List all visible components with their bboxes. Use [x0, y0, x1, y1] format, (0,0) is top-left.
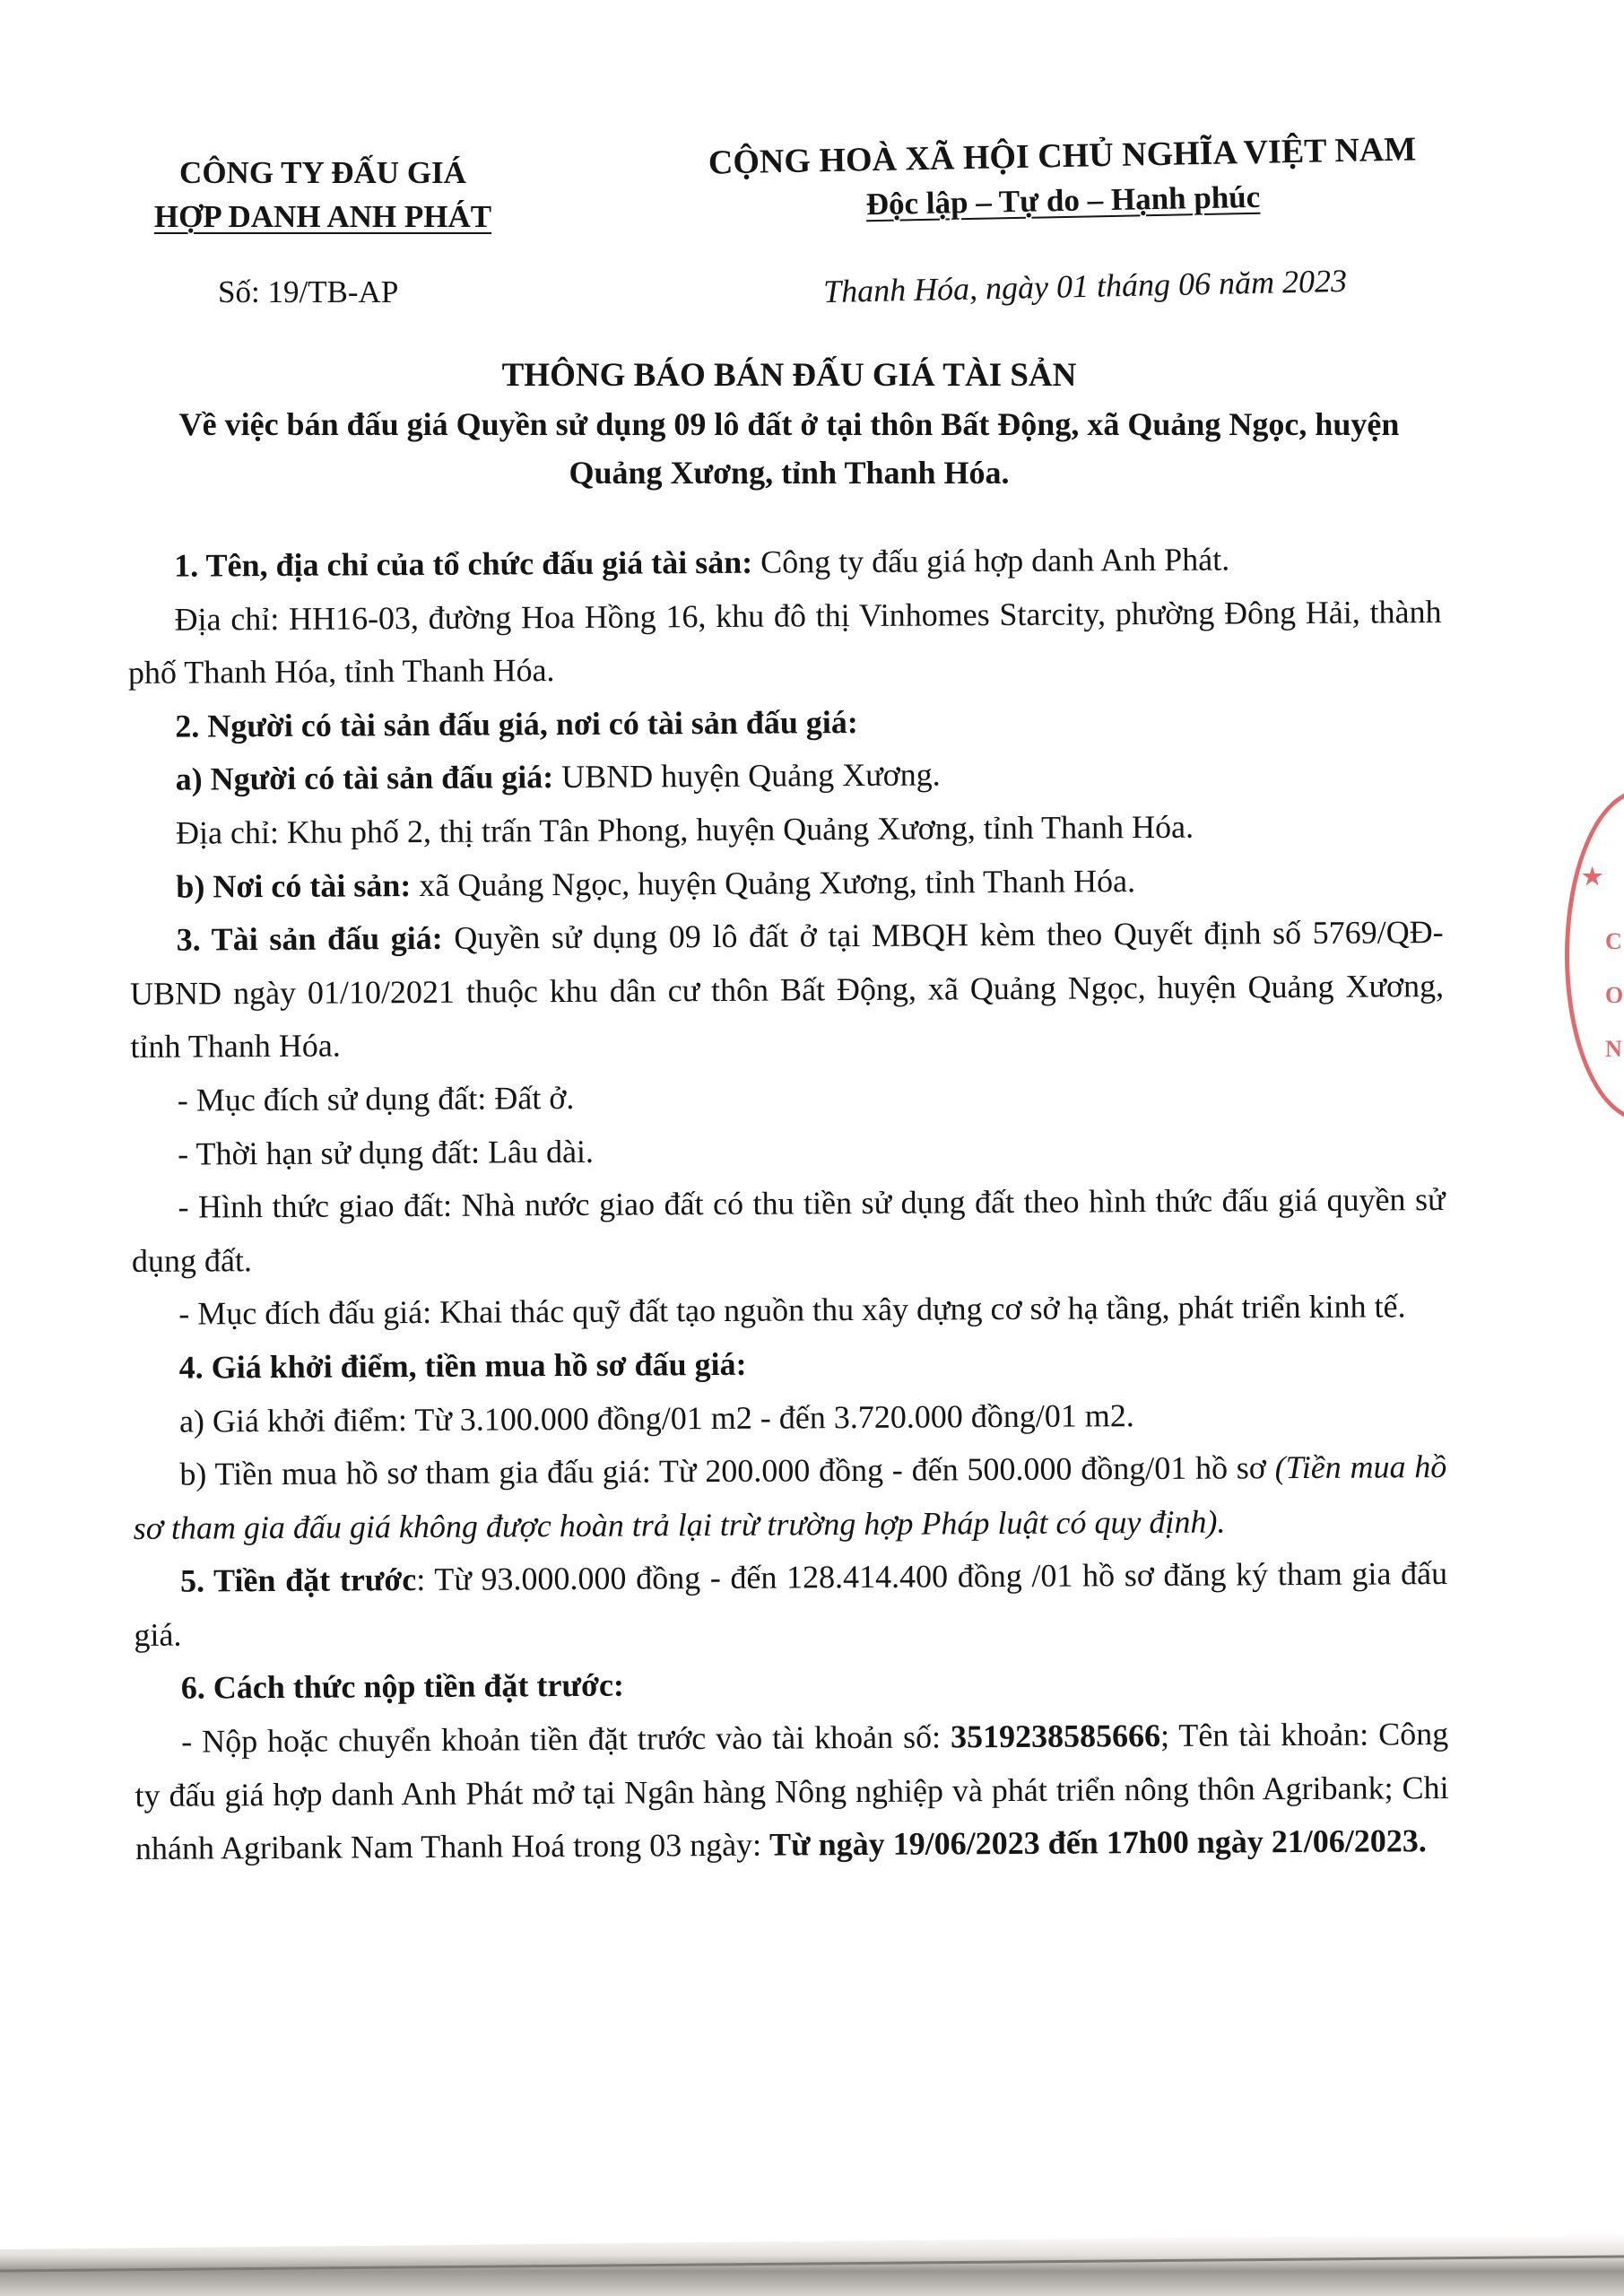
section-1-text: Công ty đấu giá hợp danh Anh Phát.: [752, 541, 1230, 580]
section-6-heading: 6. Cách thức nộp tiền đặt trước:: [180, 1667, 625, 1707]
section-2a: [128, 745, 1442, 807]
section-5-heading: 5. Tiền đặt trước: [179, 1561, 417, 1599]
section-3-text: Quyền sử dụng 09 lô đất ở tại MBQH kèm theo Quyết định số 5769/QĐ-UBND ngày 01/10/2021 thuộc khu dân cư thôn Bất Động, xã Quảng Ngọc, huyện Quảng Xương, tỉnh Thanh Hóa.: [129, 914, 1445, 1065]
section-2b-heading: b) Nơi có tài sản:: [176, 866, 412, 905]
title-subject: Về việc bán đấu giá Quyền sử dụng 09 lô đất ở tại thôn Bất Động, xã Quảng Ngọc, huyện Quảng Xương, tỉnh Thanh Hóa.: [178, 406, 1400, 491]
scan-edge-shadow: [0, 2224, 1624, 2296]
section-4b-text: b) Tiền mua hồ sơ tham gia đấu giá: Từ 200.000 đồng - đến 500.000 đồng/01 hồ sơ: [179, 1449, 1275, 1492]
section-2a-address: Địa chỉ: Khu phố 2, thị trấn Tân Phong, huyện Quảng Xương, tỉnh Thanh Hóa.: [175, 808, 1194, 851]
section-3-heading: 3. Tài sản đấu giá:: [176, 920, 443, 958]
national-header: [645, 126, 1481, 230]
national-title: CỘNG HOÀ XÃ HỘI CHỦ NGHĨA VIỆT NAM: [708, 130, 1417, 182]
section-6-text: [135, 1708, 1449, 1876]
document-title: [135, 352, 1444, 497]
section-4b: [133, 1440, 1447, 1555]
section-5-text: : Từ 93.000.000 đồng - đến 128.414.400 đồng /01 hồ sơ đăng ký tham gia đấu giá.: [134, 1555, 1448, 1653]
section-3-bullet: - Mục đích đấu giá: Khai thác quỹ đất tạo nguồn thu xây dựng cơ sở hạ tầng, phát triển kinh tế.: [178, 1288, 1406, 1332]
section-3-bullet: - Thời hạn sử dụng đất: Lâu dài.: [178, 1133, 595, 1172]
org-name-line1: CÔNG TY ĐẤU GIÁ: [179, 155, 466, 190]
section-1-address: Địa chỉ: HH16-03, đường Hoa Hồng 16, khu đô thị Vinhomes Starcity, phường Đông Hải, thành phố Thanh Hóa, tỉnh Thanh Hóa.: [127, 593, 1442, 691]
section-1-heading: 1. Tên, địa chỉ của tổ chức đấu giá tài sản:: [174, 544, 753, 584]
deposit-period: Từ ngày 19/06/2023 đến 17h00 ngày 21/06/2023.: [769, 1822, 1427, 1863]
document-date: Thanh Hóa, ngày 01 tháng 06 năm 2023: [822, 262, 1348, 310]
section-3-bullet: - Hình thức giao đất: Nhà nước giao đất có thu tiền sử dụng đất theo hình thức đấu giá quyền sử dụng đất.: [131, 1181, 1446, 1279]
section-6-details: ; Tên tài khoản: Công ty đấu giá hợp danh Anh Phát mở tại Ngân hàng Nông nghiệp và phát triển nông thôn Agribank; Chi nhánh Agribank Nam Thanh Hoá trong 03 ngày:: [135, 1716, 1449, 1867]
document-number: Số: 19/TB-AP: [218, 274, 399, 309]
section-2a-text: UBND huyện Quảng Xương.: [553, 756, 941, 796]
account-number: 3519238585666: [950, 1718, 1161, 1755]
national-motto: Độc lập – Tự do – Hạnh phúc: [865, 178, 1261, 222]
section-1: [127, 532, 1441, 594]
section-4a: a) Giá khởi điểm: Từ 3.100.000 đồng/01 m2 - đến 3.720.000 đồng/01 m2.: [178, 1396, 1134, 1439]
section-2-heading: 2. Người có tài sản đấu giá, nơi có tài sản đấu giá:: [175, 703, 858, 744]
org-name-line2: HỢP DANH ANH PHÁT: [153, 199, 492, 234]
section-2a-heading: a) Người có tài sản đấu giá:: [175, 759, 554, 798]
red-seal-stamp: ★ C O N: [1565, 789, 1624, 1121]
section-6-intro: - Nộp hoặc chuyển khoản tiền đặt trước vào tài khoản số:: [181, 1718, 951, 1760]
section-2b: [129, 853, 1443, 915]
document-body: [127, 532, 1449, 1876]
organization-header: [108, 151, 538, 239]
section-4-heading: 4. Giá khởi điểm, tiền mua hồ sơ đấu giá:: [178, 1345, 747, 1386]
title-line: THÔNG BÁO BÁN ĐẤU GIÁ TÀI SẢN: [501, 357, 1077, 394]
section-3-bullet: - Mục đích sử dụng đất: Đất ở.: [177, 1079, 575, 1118]
section-3: [130, 906, 1445, 1074]
section-2b-text: xã Quảng Ngọc, huyện Quảng Xương, tỉnh Thanh Hóa.: [411, 862, 1136, 903]
section-5: [134, 1547, 1448, 1662]
section-4b-note: (Tiền mua hồ sơ tham gia đấu giá không được hoàn trả lại trừ trường hợp Pháp luật có quy định).: [133, 1448, 1447, 1546]
